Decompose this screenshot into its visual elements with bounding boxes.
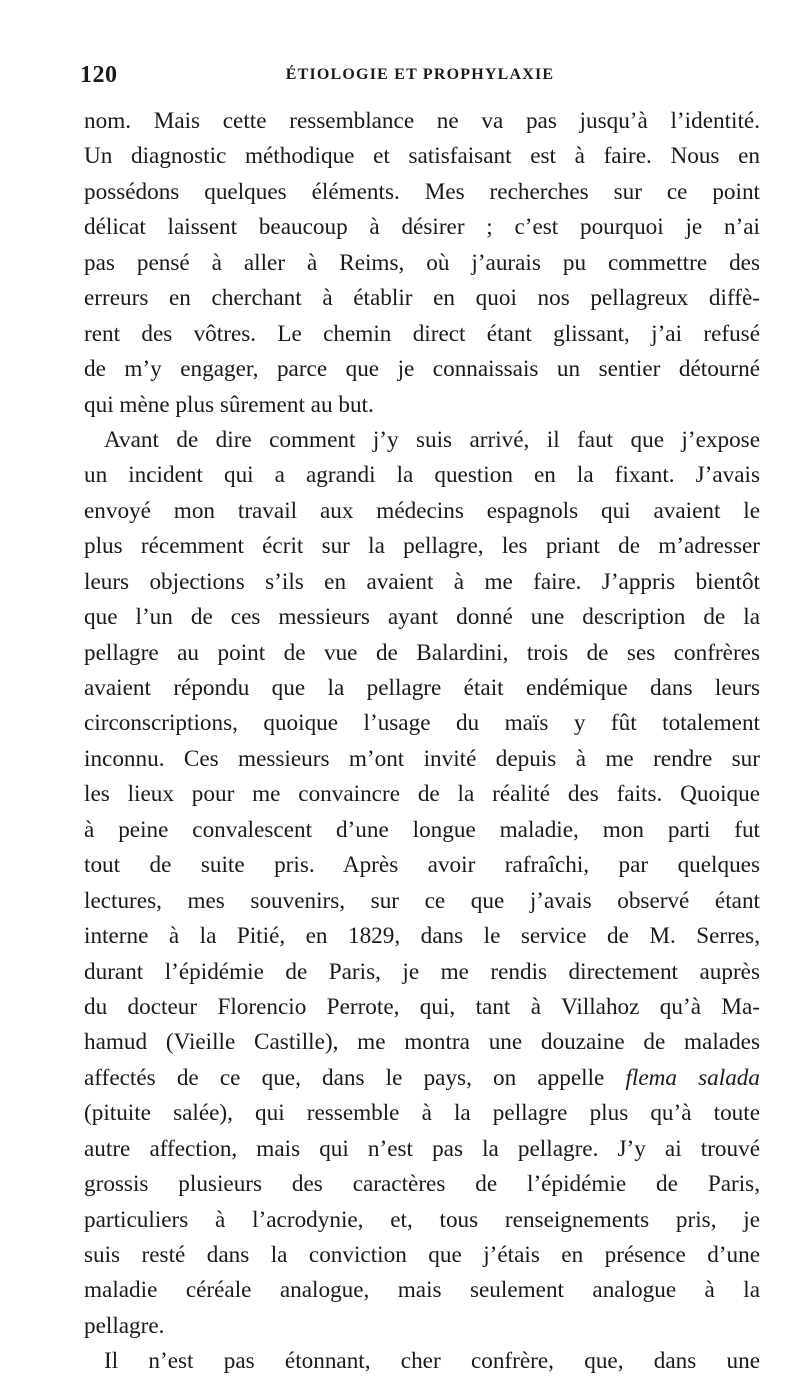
text-line: durant l’épidémie de Paris, je me rendis directement auprès <box>84 958 760 985</box>
text-line: grossis plusieurs des caractères de l’épidémie de Paris, <box>84 1171 760 1198</box>
text-line: Un diagnostic méthodique et satisfaisant est à faire. Nous en <box>84 143 760 170</box>
text-line: Avant de dire comment j’y suis arrivé, il faut que j’expose <box>104 426 760 453</box>
text-line <box>84 1061 760 1096</box>
text-line: envoyé mon travail aux médecins espagnols qui avaient le <box>84 497 760 524</box>
text-line: tout de suite pris. Après avoir rafraîchi, par quelques <box>84 852 760 879</box>
text-line: hamud (Vieille Castille), me montra une douzaine de malades <box>84 1029 760 1056</box>
text-line: pas pensé à aller à Reims, où j’aurais pu commettre des <box>84 249 760 276</box>
body-text <box>84 104 760 1380</box>
text-line: de m’y engager, parce que je connaissais un sentier détourné <box>84 356 760 383</box>
text-line: autre affection, mais qui n’est pas la pellagre. J’y ai trouvé <box>84 1135 760 1162</box>
text-line: interne à la Pitié, en 1829, dans le service de M. Serres, <box>84 923 760 950</box>
text-line: suis resté dans la conviction que j’étais en présence d’une <box>84 1242 760 1268</box>
text-line: particuliers à l’acrodynie, et, tous renseignements pris, je <box>84 1206 760 1233</box>
text-line: circonscriptions, quoique l’usage du maïs y fût totalement <box>84 710 760 737</box>
text-line: pellagre au point de vue de Balardini, trois de ses confrères <box>84 639 760 666</box>
text-line: pellagre. <box>84 1312 165 1339</box>
text-line: que l’un de ces messieurs ayant donné une description de la <box>84 604 760 631</box>
text-line: possédons quelques éléments. Mes recherches sur ce point <box>84 178 760 205</box>
page-number: 120 <box>80 62 118 88</box>
page-header <box>80 62 760 92</box>
text-line: inconnu. Ces messieurs m’ont invité depuis à me rendre sur <box>84 745 760 772</box>
text-line: (pituite salée), qui ressemble à la pellagre plus qu’à toute <box>84 1100 760 1127</box>
text-line: qui mène plus sûrement au but. <box>84 391 374 418</box>
text-line: erreurs en cherchant à établir en quoi nos pellagreux diffè- <box>84 285 760 312</box>
text-line: du docteur Florencio Perrote, qui, tant à Villahoz qu’à Ma- <box>84 993 760 1020</box>
running-title: ÉTIOLOGIE ET PROPHYLAXIE <box>285 66 555 83</box>
text-line: leurs objections s’ils en avaient à me faire. J’appris bientôt <box>84 568 760 595</box>
text-line: nom. Mais cette ressemblance ne va pas jusqu’à l’identité. <box>84 108 760 134</box>
italic-term: flema salada <box>625 1064 760 1091</box>
text-line: à peine convalescent d’une longue maladie, mon parti fut <box>84 816 760 843</box>
text-line: un incident qui a agrandi la question en la fixant. J’avais <box>84 462 760 489</box>
text-segment: affectés de ce que, dans le pays, on appelle <box>84 1064 626 1091</box>
text-line: les lieux pour me convaincre de la réalité des faits. Quoique <box>84 781 760 808</box>
text-line: Il n’est pas étonnant, cher confrère, que, dans une <box>104 1348 760 1375</box>
text-line: plus récemment écrit sur la pellagre, les priant de m’adresser <box>84 533 760 560</box>
text-line: rent des vôtres. Le chemin direct étant glissant, j’ai refusé <box>84 320 760 347</box>
text-line: lectures, mes souvenirs, sur ce que j’avais observé étant <box>84 887 760 914</box>
text-line: délicat laissent beaucoup à désirer ; c’est pourquoi je n’ai <box>84 214 760 241</box>
text-line: maladie céréale analogue, mais seulement analogue à la <box>84 1277 760 1304</box>
text-line: avaient répondu que la pellagre était endémique dans leurs <box>84 675 760 701</box>
